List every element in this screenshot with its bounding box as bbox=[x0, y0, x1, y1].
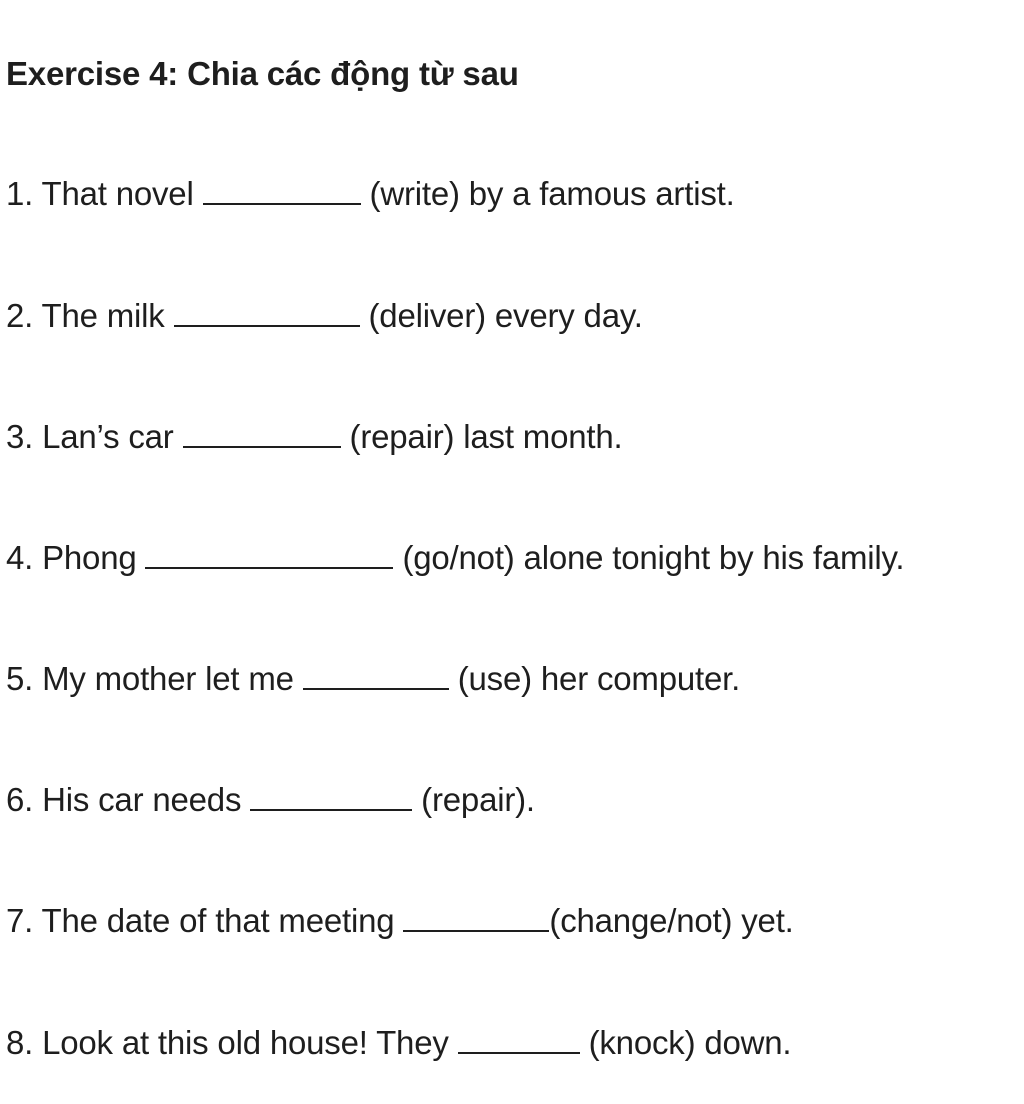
item-text-before: 8. Look at this old house! They bbox=[6, 1024, 458, 1061]
item-text-before: 5. My mother let me bbox=[6, 660, 303, 697]
exercise-item-8 bbox=[6, 1021, 791, 1065]
answer-blank[interactable] bbox=[403, 900, 549, 932]
item-text-before: 4. Phong bbox=[6, 539, 146, 576]
exercise-item-4 bbox=[6, 536, 904, 580]
item-text-before: 7. The date of that meeting bbox=[6, 902, 404, 939]
exercise-title: Exercise 4: Chia các động từ sau bbox=[6, 55, 519, 92]
answer-blank[interactable] bbox=[250, 779, 412, 811]
answer-blank[interactable] bbox=[203, 173, 361, 205]
item-text-after: (write) by a famous artist. bbox=[360, 175, 735, 212]
exercise-item-6 bbox=[6, 778, 535, 822]
answer-blank[interactable] bbox=[183, 416, 341, 448]
item-text-after: (repair) last month. bbox=[340, 418, 623, 455]
answer-blank[interactable] bbox=[458, 1022, 580, 1054]
item-text-before: 6. His car needs bbox=[6, 781, 251, 818]
item-text-after: (knock) down. bbox=[579, 1024, 792, 1061]
item-text-after: (change/not) yet. bbox=[549, 902, 794, 939]
exercise-item-7 bbox=[6, 899, 794, 943]
exercise-item-3 bbox=[6, 415, 622, 459]
item-text-before: 1. That novel bbox=[6, 175, 203, 212]
item-text-after: (use) her computer. bbox=[448, 660, 741, 697]
item-text-before: 3. Lan’s car bbox=[6, 418, 183, 455]
exercise-item-5 bbox=[6, 657, 740, 701]
answer-blank[interactable] bbox=[145, 537, 393, 569]
item-text-after: (go/not) alone tonight by his family. bbox=[393, 539, 905, 576]
item-text-after: (deliver) every day. bbox=[359, 297, 643, 334]
answer-blank[interactable] bbox=[174, 295, 360, 327]
exercise-item-2 bbox=[6, 294, 643, 338]
item-text-before: 2. The milk bbox=[6, 297, 174, 334]
item-text-after: (repair). bbox=[412, 781, 535, 818]
answer-blank[interactable] bbox=[303, 658, 449, 690]
exercise-item-1 bbox=[6, 172, 735, 216]
